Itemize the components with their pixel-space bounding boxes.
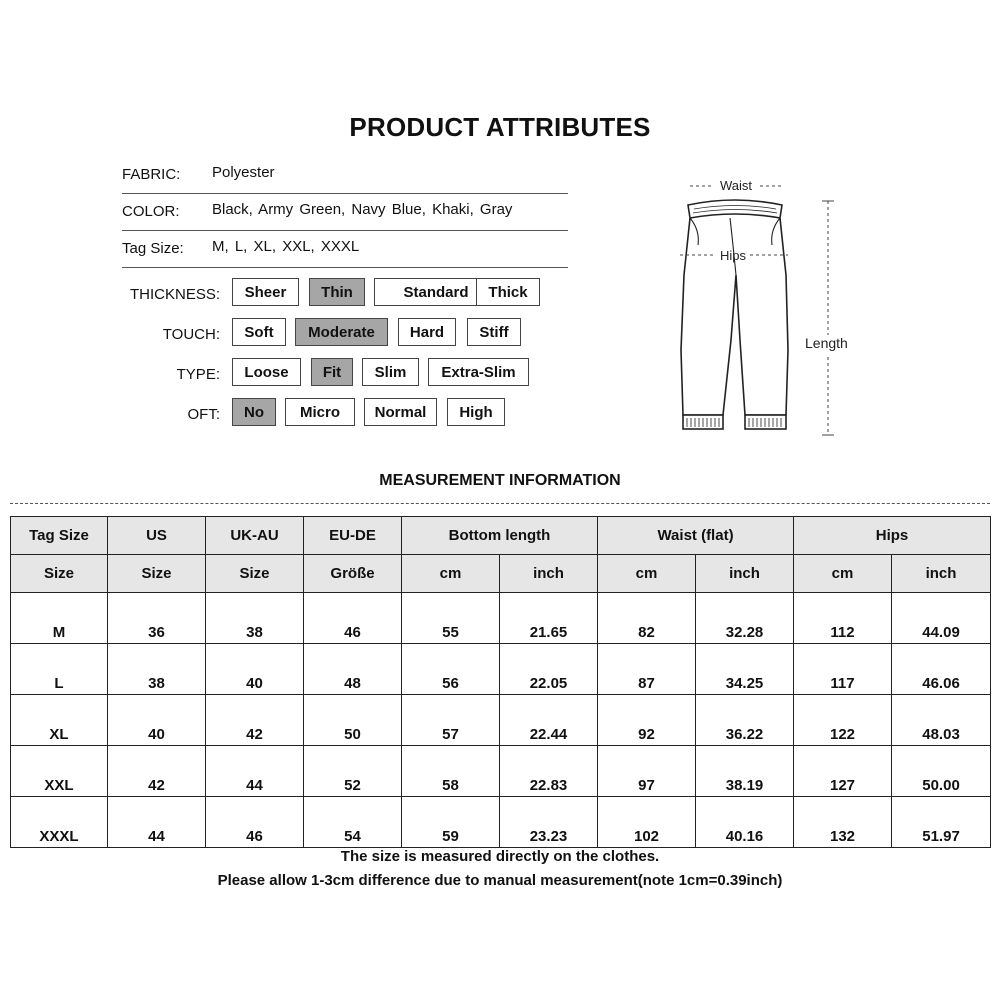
table-cell: 22.44 (500, 695, 598, 746)
subheader-cell: inch (892, 555, 991, 593)
table-cell: 42 (206, 695, 304, 746)
type-option: Extra-Slim (428, 358, 529, 386)
touch-option: Soft (232, 318, 286, 346)
thickness-option: Thick (476, 278, 540, 306)
table-cell: 42 (108, 746, 206, 797)
header-cell: US (108, 517, 206, 555)
table-cell: 59 (402, 797, 500, 848)
oft-label: OFT: (187, 406, 220, 423)
table-cell: 46.06 (892, 644, 991, 695)
touch-label: TOUCH: (162, 326, 220, 343)
table-cell: 46 (206, 797, 304, 848)
hips-label: Hips (719, 248, 747, 263)
color-row (122, 193, 568, 231)
table-cell: 52 (304, 746, 402, 797)
table-cell: 54 (304, 797, 402, 848)
table-row (11, 593, 991, 644)
table-cell: 48.03 (892, 695, 991, 746)
type-option: Loose (232, 358, 301, 386)
table-cell: 112 (794, 593, 892, 644)
table-cell: 127 (794, 746, 892, 797)
type-label: TYPE: (176, 366, 220, 383)
thickness-option: Sheer (232, 278, 299, 306)
header-cell: Bottom length (402, 517, 598, 555)
fabric-row (122, 156, 568, 194)
table-cell: M (11, 593, 108, 644)
tag-size-row (122, 230, 568, 268)
table-cell: 38.19 (696, 746, 794, 797)
table-cell: 55 (402, 593, 500, 644)
subheader-cell: Size (11, 555, 108, 593)
header-cell: EU-DE (304, 517, 402, 555)
table-cell: 56 (402, 644, 500, 695)
thickness-label: THICKNESS: (129, 286, 220, 303)
table-row (11, 746, 991, 797)
subheader-cell: cm (794, 555, 892, 593)
subheader-cell: inch (696, 555, 794, 593)
note-line-1: The size is measured directly on the clothes. (340, 848, 660, 865)
table-row (11, 644, 991, 695)
table-cell: 51.97 (892, 797, 991, 848)
table-cell: 48 (304, 644, 402, 695)
table-cell: 57 (402, 695, 500, 746)
subheader-cell: Größe (304, 555, 402, 593)
page-title: PRODUCT ATTRIBUTES (349, 112, 651, 142)
table-cell: 82 (598, 593, 696, 644)
table-cell: 38 (206, 593, 304, 644)
table-cell: 117 (794, 644, 892, 695)
color-value: Black, Army Green, Navy Blue, Khaki, Gray (212, 201, 513, 218)
table-cell: XL (11, 695, 108, 746)
subheader-cell: cm (598, 555, 696, 593)
oft-option: Normal (364, 398, 437, 426)
thickness-option: Thin (309, 278, 365, 306)
subheader-cell: Size (206, 555, 304, 593)
subheader-cell: inch (500, 555, 598, 593)
table-cell: 102 (598, 797, 696, 848)
table-cell: 36.22 (696, 695, 794, 746)
tag-size-value: M, L, XL, XXL, XXXL (212, 238, 360, 255)
note-line-2: Please allow 1-3cm difference due to manual measurement(note 1cm=0.39inch) (217, 872, 783, 889)
table-cell: 44 (108, 797, 206, 848)
table-cell: 44 (206, 746, 304, 797)
oft-option: No (232, 398, 276, 426)
table-cell: 40 (206, 644, 304, 695)
header-cell: Tag Size (11, 517, 108, 555)
oft-option: Micro (285, 398, 355, 426)
table-subheader-row (11, 555, 991, 593)
table-cell: 97 (598, 746, 696, 797)
thickness-option: Standard (374, 278, 498, 306)
table-cell: 58 (402, 746, 500, 797)
touch-option: Moderate (295, 318, 388, 346)
table-cell: 38 (108, 644, 206, 695)
table-cell: 44.09 (892, 593, 991, 644)
table-cell: XXL (11, 746, 108, 797)
table-cell: 132 (794, 797, 892, 848)
table-cell: 40.16 (696, 797, 794, 848)
fabric-label: FABRIC: (122, 166, 181, 183)
subheader-cell: Size (108, 555, 206, 593)
table-cell: 21.65 (500, 593, 598, 644)
type-option: Slim (362, 358, 419, 386)
header-cell: Waist (flat) (598, 517, 794, 555)
measurement-table (10, 516, 991, 848)
measurement-title: MEASUREMENT INFORMATION (379, 472, 621, 489)
oft-option: High (447, 398, 505, 426)
table-cell: 50.00 (892, 746, 991, 797)
table-cell: 92 (598, 695, 696, 746)
table-cell: 36 (108, 593, 206, 644)
waist-label: Waist (719, 178, 753, 193)
table-cell: 122 (794, 695, 892, 746)
subheader-cell: cm (402, 555, 500, 593)
table-cell: 87 (598, 644, 696, 695)
table-cell: L (11, 644, 108, 695)
table-cell: 46 (304, 593, 402, 644)
table-header-row (11, 517, 991, 555)
table-row (11, 797, 991, 848)
table-cell: 23.23 (500, 797, 598, 848)
table-cell: 50 (304, 695, 402, 746)
touch-option: Stiff (467, 318, 521, 346)
header-cell: Hips (794, 517, 991, 555)
table-cell: 34.25 (696, 644, 794, 695)
table-cell: 40 (108, 695, 206, 746)
table-cell: 22.83 (500, 746, 598, 797)
length-label: Length (805, 335, 848, 351)
table-cell: 32.28 (696, 593, 794, 644)
touch-option: Hard (398, 318, 456, 346)
divider (10, 503, 990, 504)
color-label: COLOR: (122, 203, 180, 220)
pants-diagram (660, 175, 860, 445)
table-row (11, 695, 991, 746)
fabric-value: Polyester (212, 164, 275, 181)
table-cell: 22.05 (500, 644, 598, 695)
header-cell: UK-AU (206, 517, 304, 555)
tag-size-label: Tag Size: (122, 240, 184, 257)
type-option: Fit (311, 358, 353, 386)
table-cell: XXXL (11, 797, 108, 848)
